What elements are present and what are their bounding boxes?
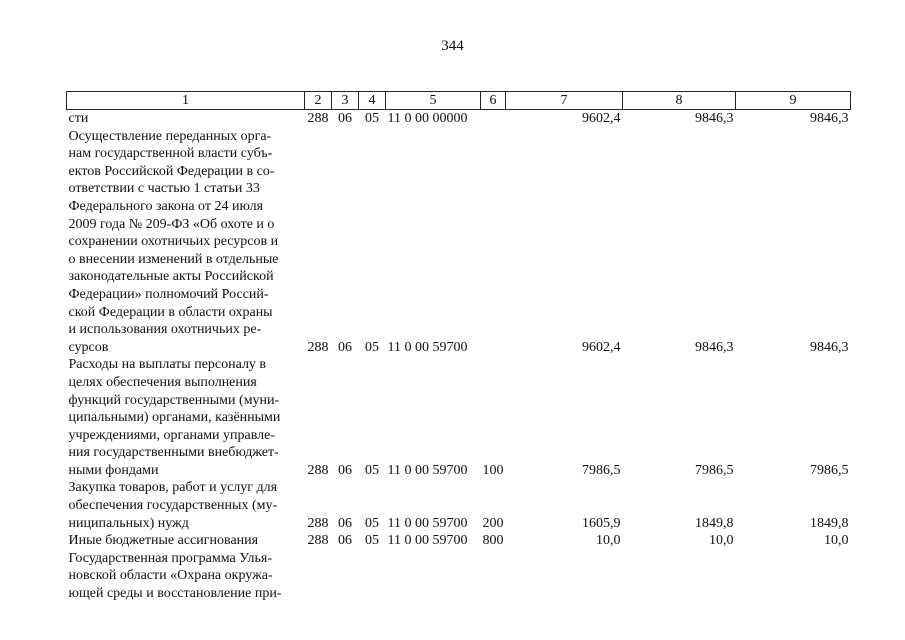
cell-target-article <box>386 550 481 603</box>
header-col-3: 3 <box>332 92 359 110</box>
cell-subsection: 05 <box>365 533 379 549</box>
cell-target-article: 11 0 00 59700 <box>387 515 468 531</box>
description-line: Государственная программа Улья- <box>68 550 272 566</box>
description-line: сурсов <box>68 339 109 355</box>
cell-expense-type <box>481 550 506 603</box>
cell-target-article: 11 0 00 00000 <box>387 111 468 126</box>
description-line: ниципальных) нужд <box>68 515 189 531</box>
cell-amount-col7: 7986,5 <box>582 462 621 478</box>
description-line: целях обеспечения выполнения <box>68 374 257 390</box>
description-line: Закупка товаров, работ и услуг для <box>68 480 278 496</box>
table-row <box>67 128 851 357</box>
cell-section <box>332 550 359 603</box>
cell-amount-col7: 9602,4 <box>582 111 621 126</box>
cell-amount-col9: 9846,3 <box>810 111 849 126</box>
cell-amount-col7: 1605,9 <box>582 515 621 531</box>
cell-section: 06 <box>338 111 352 126</box>
cell-amount-col8: 9846,3 <box>695 111 734 126</box>
table-row <box>67 356 851 479</box>
description-line: ответствии с частью 1 статьи 33 <box>68 181 260 197</box>
description-line: ципальными) органами, казёнными <box>68 410 281 426</box>
description-line: обеспечения государственных (му- <box>68 498 278 514</box>
cell-section: 06 <box>338 339 352 355</box>
cell-section: 06 <box>338 515 352 531</box>
description-line: Расходы на выплаты персоналу в <box>68 357 267 373</box>
cell-amount-col9 <box>736 550 851 603</box>
cell-admin-code: 288 <box>307 515 329 531</box>
description-line: функций государственными (муни- <box>68 392 280 408</box>
cell-admin-code: 288 <box>307 462 329 478</box>
cell-amount-col8: 1849,8 <box>695 515 734 531</box>
cell-section: 06 <box>338 533 352 549</box>
header-col-2: 2 <box>305 92 332 110</box>
cell-amount-col9: 9846,3 <box>810 339 849 355</box>
header-col-7: 7 <box>506 92 623 110</box>
cell-amount-col8: 10,0 <box>709 533 734 549</box>
row-description <box>67 532 305 550</box>
header-col-8: 8 <box>623 92 736 110</box>
page-number: 344 <box>441 38 464 54</box>
header-row <box>67 92 851 110</box>
cell-expense-type: 200 <box>482 515 504 531</box>
cell-subsection: 05 <box>365 339 379 355</box>
cell-admin-code: 288 <box>307 339 329 355</box>
header-col-9: 9 <box>736 92 851 110</box>
description-line: ектов Российской Федерации в со- <box>68 163 275 179</box>
cell-expense-type <box>481 128 506 357</box>
description-line: сохранении охотничьих ресурсов и <box>68 234 279 250</box>
row-description <box>67 479 305 532</box>
cell-expense-type: 800 <box>482 533 504 549</box>
cell-admin-code <box>305 550 332 603</box>
description-line: законодательные акты Российской <box>68 269 274 285</box>
cell-amount-col9: 1849,8 <box>810 515 849 531</box>
cell-subsection <box>359 550 386 603</box>
budget-table <box>66 91 851 603</box>
cell-amount-col7 <box>506 550 623 603</box>
row-description <box>67 356 305 479</box>
description-line: ными фондами <box>68 462 159 478</box>
cell-subsection: 05 <box>365 515 379 531</box>
header-col-5: 5 <box>386 92 481 110</box>
cell-subsection: 05 <box>365 111 379 126</box>
cell-amount-col9: 7986,5 <box>810 462 849 478</box>
description-line: новской области «Охрана окружа- <box>68 568 273 584</box>
row-description <box>67 110 305 128</box>
table-row <box>67 532 851 550</box>
description-line: Иные бюджетные ассигнования <box>68 533 259 549</box>
description-line: о внесении изменений в отдельные <box>68 251 279 267</box>
description-line: ской Федерации в области охраны <box>68 304 273 320</box>
cell-amount-col8: 9846,3 <box>695 339 734 355</box>
row-description <box>67 550 305 603</box>
description-line: ющей среды и восстановление при- <box>68 586 282 602</box>
cell-amount-col8: 7986,5 <box>695 462 734 478</box>
cell-admin-code: 288 <box>307 533 329 549</box>
cell-subsection: 05 <box>365 462 379 478</box>
cell-target-article: 11 0 00 59700 <box>387 533 468 549</box>
cell-expense-type <box>481 110 506 128</box>
table-row <box>67 550 851 603</box>
cell-target-article: 11 0 00 59700 <box>387 462 468 478</box>
cell-section: 06 <box>338 462 352 478</box>
cell-amount-col9: 10,0 <box>824 533 849 549</box>
cell-admin-code: 288 <box>307 111 329 126</box>
description-line: нам государственной власти субъ- <box>68 146 273 162</box>
header-col-4: 4 <box>359 92 386 110</box>
header-col-1: 1 <box>67 92 305 110</box>
description-line: Осуществление переданных орга- <box>68 128 272 144</box>
table-row <box>67 110 851 128</box>
description-line: ния государственными внебюджет- <box>68 445 279 461</box>
description-line: учреждениями, органами управле- <box>68 427 276 443</box>
cell-amount-col8 <box>623 550 736 603</box>
description-line: и использования охотничьих ре- <box>68 322 262 338</box>
description-line: сти <box>68 111 89 126</box>
cell-expense-type: 100 <box>482 462 504 478</box>
cell-amount-col7: 10,0 <box>596 533 621 549</box>
header-col-6: 6 <box>481 92 506 110</box>
description-line: 2009 года № 209-ФЗ «Об охоте и о <box>68 216 275 232</box>
table-row <box>67 479 851 532</box>
cell-amount-col7: 9602,4 <box>582 339 621 355</box>
row-description <box>67 128 305 357</box>
description-line: Федерального закона от 24 июля <box>68 198 264 214</box>
cell-target-article: 11 0 00 59700 <box>387 339 468 355</box>
description-line: Федерации» полномочий Россий- <box>68 286 269 302</box>
